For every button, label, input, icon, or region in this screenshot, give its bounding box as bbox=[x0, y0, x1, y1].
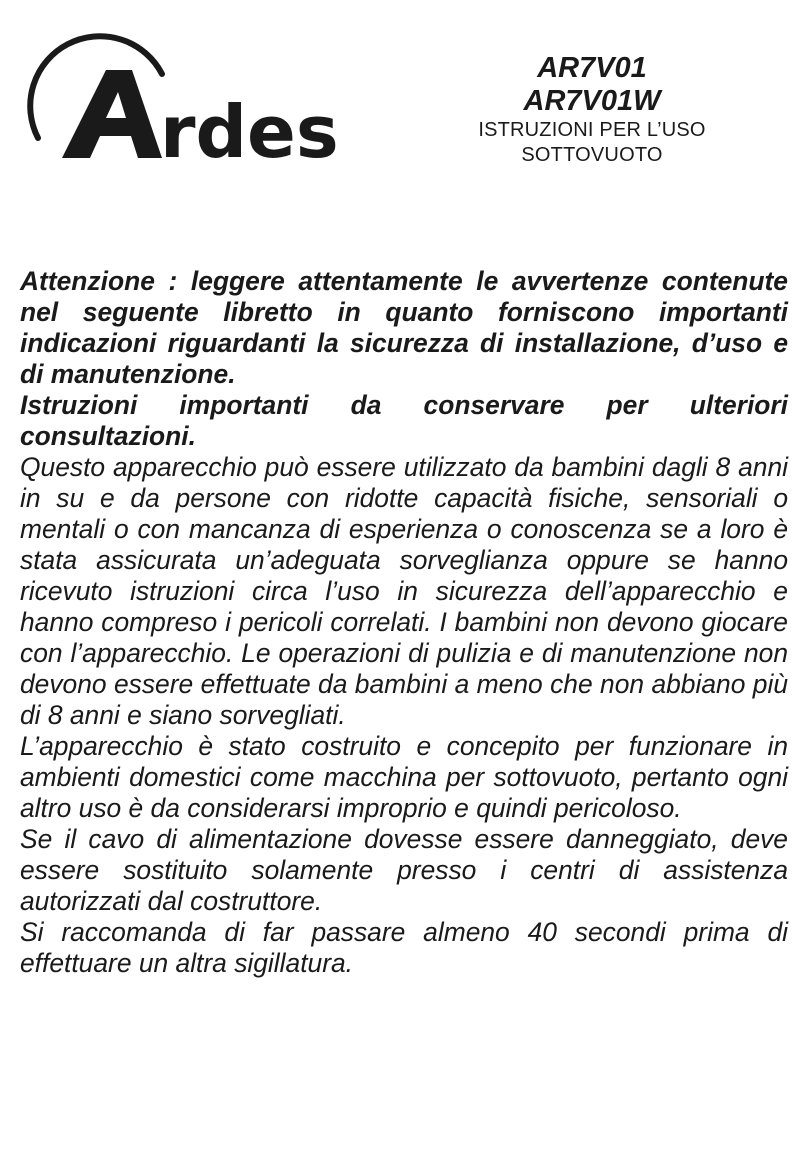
keep-instructions-paragraph: Istruzioni importanti da conservare per ulteriori consultazioni. bbox=[20, 390, 788, 451]
document-type: ISTRUZIONI PER L’USO bbox=[478, 119, 706, 141]
attention-paragraph: Attenzione : leggere attentamente le avvertenze contenute nel seguente libretto in quanto forniscono importanti indicazioni riguardanti la sicurezza di installazione, d’uso e di manutenzione. bbox=[20, 266, 788, 389]
ardes-logo-icon bbox=[22, 30, 352, 165]
power-cable-paragraph: Se il cavo di alimentazione dovesse essere danneggiato, deve essere sostituito solamente presso i centri di assistenza autorizzati dal costruttore. bbox=[20, 824, 788, 916]
domestic-use-paragraph: L’apparecchio è stato costruito e concepito per funzionare in ambienti domestici come macchina per sottovuoto, pertanto ogni altro uso è da considerarsi improprio e quindi pericoloso. bbox=[20, 731, 788, 823]
document-header bbox=[432, 52, 752, 168]
model-code: AR7V01W bbox=[523, 85, 661, 117]
children-use-paragraph: Questo apparecchio può essere utilizzato da bambini dagli 8 anni in su e da persone con ridotte capacità fisiche, sensoriali o mentali o con mancanza di esperienza o conoscenza se a loro è stata assicurata un’adeguata sorveglianza oppure se hanno ricevuto istruzioni circa l’uso in sicurezza dell’apparecchio e hanno compreso i pericoli correlati. I bambini non devono giocare con l’apparecchio. Le operazioni di pulizia e di manutenzione non devono essere effettuate da bambini a meno che non abbiano più di 8 anni e siano sorvegliati. bbox=[20, 452, 788, 730]
model-code: AR7V01 bbox=[537, 52, 647, 84]
sealing-interval-paragraph: Si raccomanda di far passare almeno 40 secondi prima di effettuare un altra sigillatura. bbox=[20, 917, 788, 978]
safety-warnings bbox=[20, 266, 788, 979]
brand-logo bbox=[22, 30, 352, 165]
document-type: SOTTOVUOTO bbox=[521, 144, 663, 166]
brand-wordmark: rdes bbox=[160, 90, 339, 165]
